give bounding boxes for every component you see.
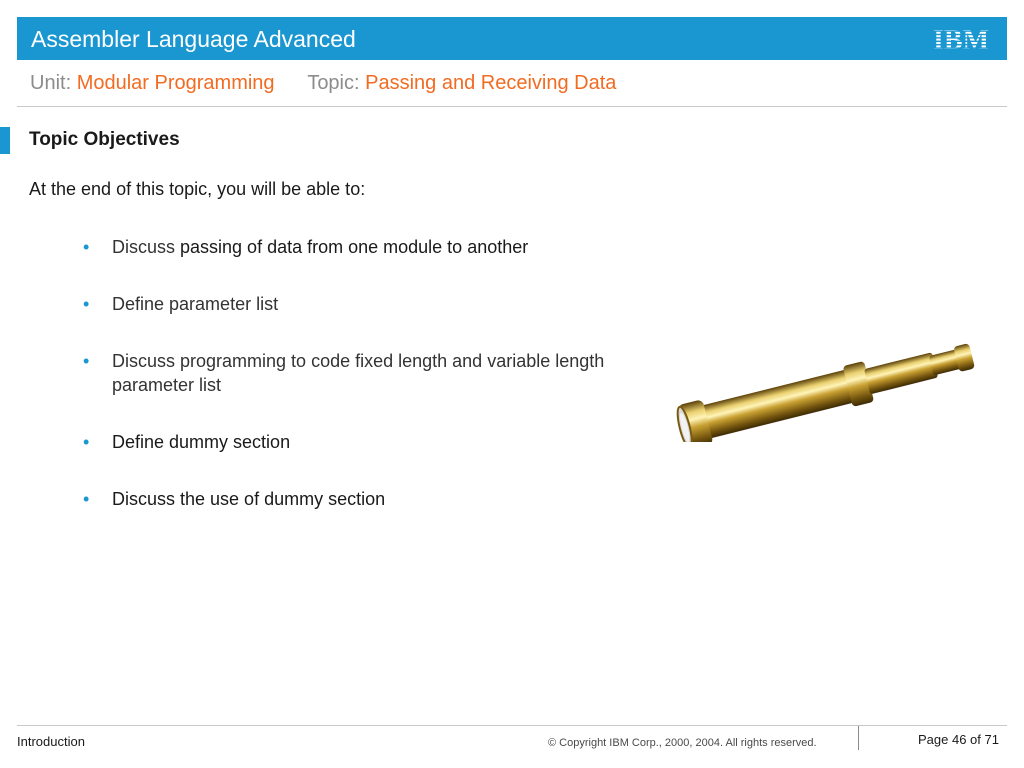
bullet-lead: Define dummy section — [112, 432, 291, 452]
unit-value: Modular Programming — [76, 72, 275, 94]
footer-separator — [858, 726, 859, 750]
section-title: Topic Objectives — [29, 129, 180, 150]
section-marker — [0, 127, 10, 154]
page-number: Page 46 of 71 — [918, 732, 999, 747]
bullet-icon: • — [83, 237, 90, 257]
bullet-icon: • — [83, 294, 90, 314]
objectives-list — [80, 235, 620, 544]
list-item — [80, 235, 620, 259]
bullet-icon: • — [83, 432, 90, 452]
list-item — [80, 349, 620, 397]
bullet-lead: Discuss — [112, 237, 176, 257]
topic-value: Passing and Receiving Data — [365, 72, 617, 94]
header-divider — [17, 106, 1007, 107]
bullet-rest: passing of data from one module to another — [175, 237, 529, 257]
ibm-logo-text: IBM — [933, 25, 989, 52]
list-item — [80, 292, 620, 316]
topic-label: Topic: — [307, 72, 360, 94]
bullet-lead: Discuss programming to code fixed length and variable length parameter list — [112, 351, 605, 395]
copyright-text: © Copyright IBM Corp., 2000, 2004. All rights reserved. — [548, 737, 817, 749]
telescope-image — [676, 338, 984, 442]
bullet-icon: • — [83, 351, 90, 371]
unit-topic-line — [30, 72, 616, 95]
course-title: Assembler Language Advanced — [31, 26, 356, 52]
bullet-icon: • — [83, 489, 90, 509]
unit-label: Unit: — [30, 72, 72, 94]
header-bar — [17, 17, 1007, 60]
footer-section: Introduction — [17, 734, 85, 749]
ibm-logo — [928, 25, 994, 52]
list-item — [80, 430, 620, 454]
bullet-lead: Discuss the use of dummy section — [112, 489, 386, 509]
intro-text: At the end of this topic, you will be able to: — [29, 179, 366, 199]
list-item — [80, 487, 620, 511]
bullet-lead: Define parameter list — [112, 294, 279, 314]
